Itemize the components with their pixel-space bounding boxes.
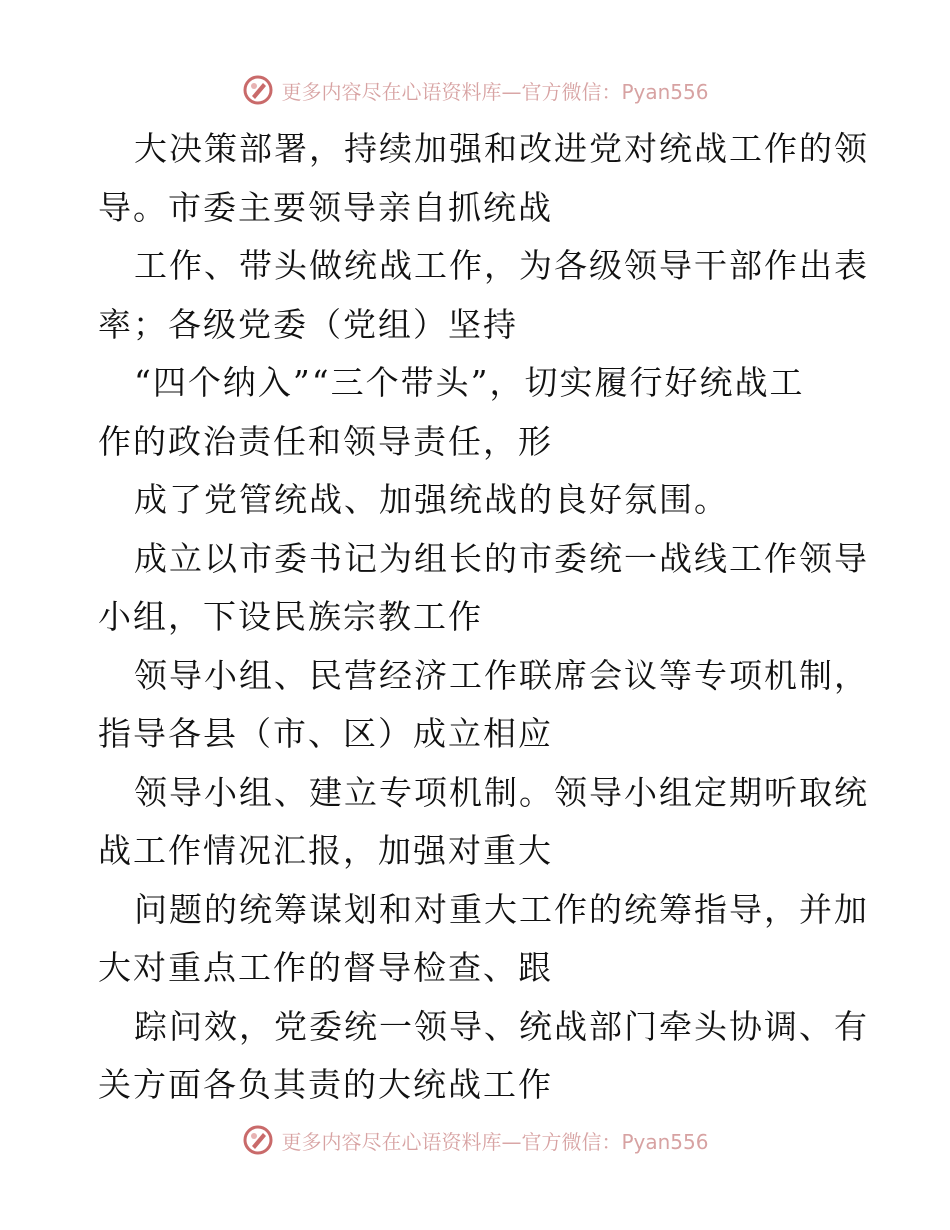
body-line: 大对重点工作的督导检查、跟	[98, 948, 553, 987]
brand-logo-icon	[241, 73, 275, 107]
footer-banner	[0, 1120, 950, 1160]
header-brand-text: 更多内容尽在心语资料库	[281, 79, 502, 104]
footer-brand-text: 更多内容尽在心语资料库	[281, 1129, 502, 1154]
body-line: 率；各级党委（党组）坚持	[98, 304, 518, 344]
body-line: 作的政治责任和领导责任，形	[98, 421, 553, 461]
body-line: 领导小组、民营经济工作联席会议等专项机制，	[134, 655, 869, 695]
body-line: 小组，下设民族宗教工作	[98, 597, 483, 636]
body-line: 领导小组、建立专项机制。领导小组定期听取统	[134, 772, 869, 812]
body-line: 战工作情况汇报，加强对重大	[98, 831, 553, 870]
body-line: 导。市委主要领导亲自抓统战	[98, 187, 553, 227]
header-dash: —	[501, 79, 522, 104]
body-line: 踪问效，党委统一领导、统战部门牵头协调、有	[134, 1006, 869, 1046]
body-line: 工作、带头做统战工作，为各级领导干部作出表	[134, 246, 869, 285]
footer-wechat-text: 官方微信：Pyan556	[521, 1129, 709, 1154]
body-line: 成立以市委书记为组长的市委统一战线工作领导	[134, 538, 869, 578]
header-banner	[0, 70, 950, 110]
brand-logo-icon	[241, 1123, 275, 1157]
footer-banner-text	[281, 1126, 708, 1155]
body-line: 大决策部署，持续加强和改进党对统战工作的领	[134, 129, 869, 168]
body-line: 问题的统筹谋划和对重大工作的统筹指导，并加	[134, 889, 869, 929]
header-wechat-text: 官方微信：Pyan556	[521, 79, 709, 104]
body-line: “四个纳入”“三个带头”，切实履行好统战工	[134, 363, 805, 402]
header-banner-text	[281, 76, 708, 105]
body-line: 指导各县（市、区）成立相应	[98, 714, 553, 753]
footer-dash: —	[501, 1129, 522, 1154]
body-line: 成了党管统战、加强统战的良好氛围。	[134, 480, 729, 519]
document-body	[98, 120, 869, 1115]
body-line: 关方面各负其责的大统战工作	[98, 1065, 553, 1104]
